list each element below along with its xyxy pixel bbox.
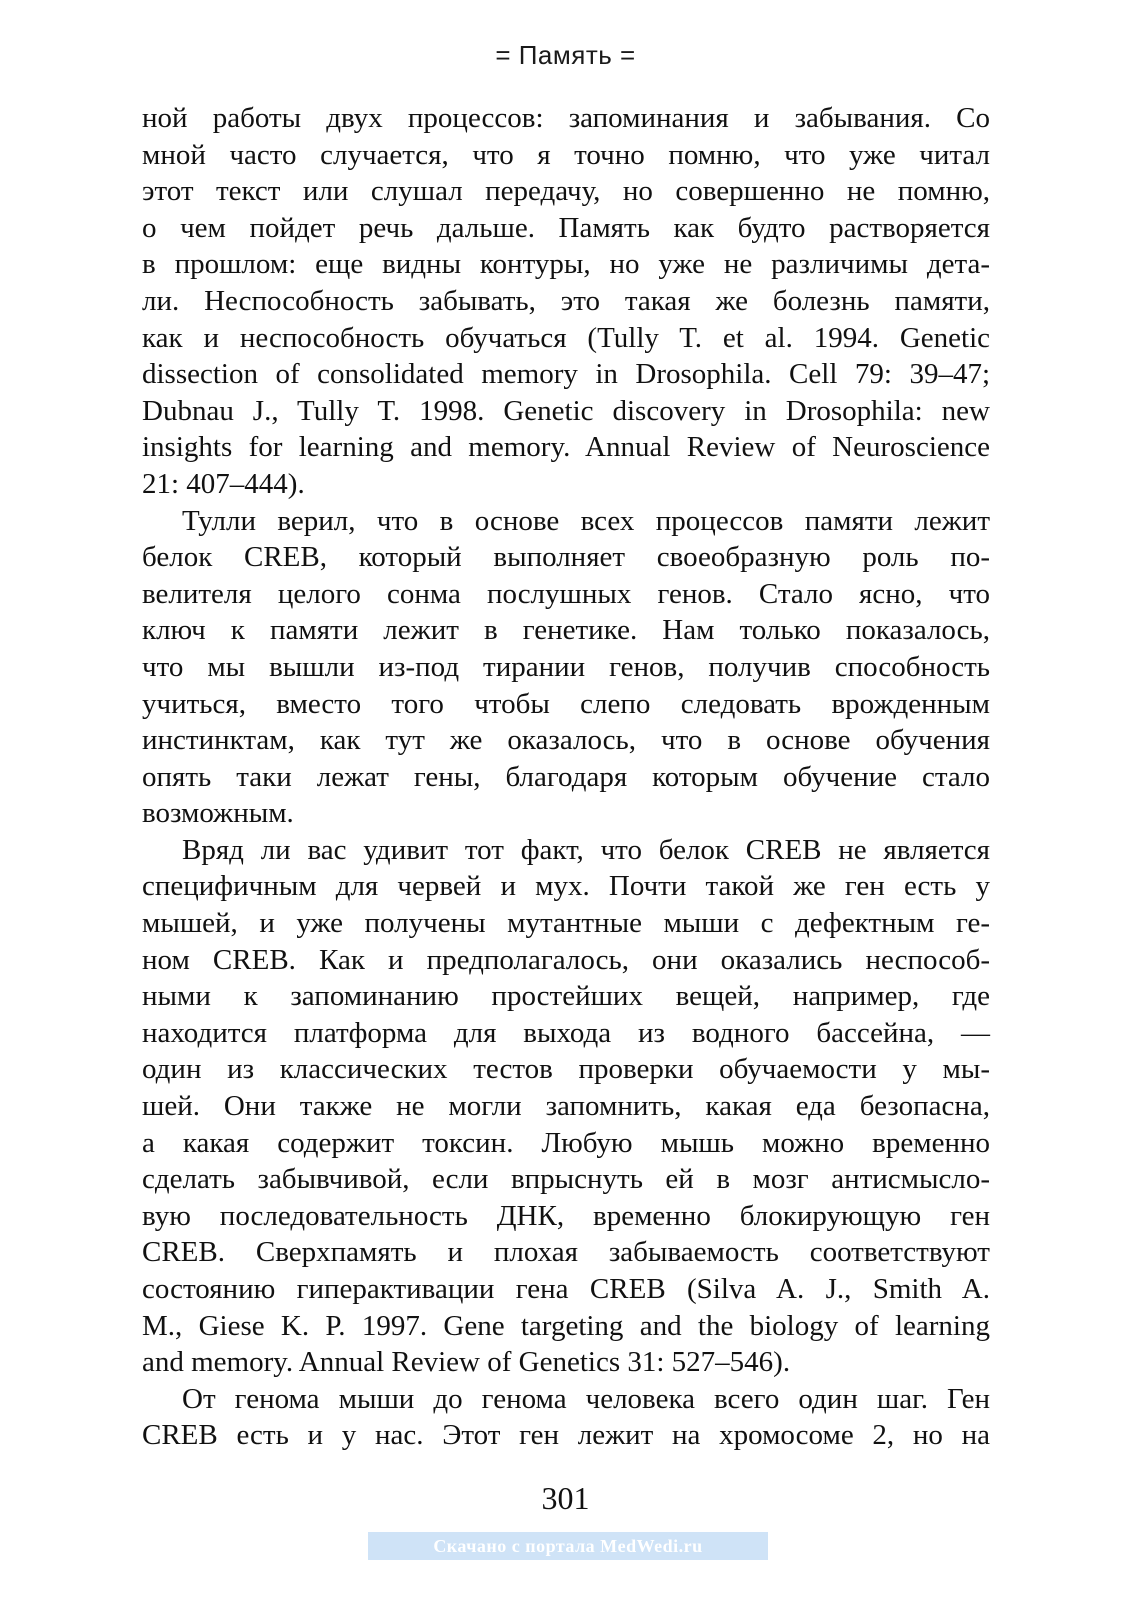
text-line: а какая содержит токсин. Любую мышь можно временно — [142, 1126, 990, 1159]
text-line: ными к запоминанию простейших вещей, например, где — [142, 980, 990, 1013]
text-line: мышей, и уже получены мутантные мыши с дефектным ге- — [142, 907, 990, 940]
text-line: сделать забывчивой, если впрыснуть ей в мозг антисмысло- — [142, 1163, 990, 1196]
text-line: о чем пойдет речь дальше. Память как будто растворяется — [142, 211, 990, 244]
paragraph-3 — [142, 832, 990, 1381]
text-line: специфичным для червей и мух. Почти такой же ген есть у — [142, 870, 990, 903]
text-line: 21: 407–444). — [142, 467, 305, 500]
text-line: находится платформа для выхода из водного бассейна, — — [142, 1016, 990, 1049]
paragraph-1 — [142, 100, 990, 503]
text-line: возможным. — [142, 797, 294, 830]
text-line: в прошлом: еще видны контуры, но уже не различимы дета- — [142, 248, 990, 281]
text-line: and memory. Annual Review of Genetics 31: 527–546). — [142, 1346, 791, 1379]
text-line: Тулли верил, что в основе всех процессов памяти лежит — [182, 504, 990, 537]
text-line: M., Giese K. P. 1997. Gene targeting and the biology of learning — [142, 1309, 990, 1342]
text-line: Вряд ли вас удивит тот факт, что белок CREB не является — [182, 833, 990, 866]
text-line: опять таки лежат гены, благодаря которым обучение стало — [142, 760, 990, 793]
text-line: шей. Они также не могли запомнить, какая еда безопасна, — [142, 1090, 990, 1123]
text-line: ной работы двух процессов: запоминания и забывания. Со — [142, 102, 990, 134]
running-header: = Память = — [495, 40, 636, 70]
text-line: как и неспособность обучаться (Tully T. et al. 1994. Genetic — [142, 321, 990, 354]
text-line: ном CREB. Как и предполагалось, они оказались неспособ- — [142, 943, 990, 976]
text-line: ли. Неспособность забывать, это такая же болезнь памяти, — [142, 284, 990, 317]
body-text — [142, 100, 990, 1454]
watermark-banner: Скачано с портала MedWedi.ru — [368, 1532, 768, 1560]
text-line: инстинктам, как тут же оказалось, что в основе обучения — [142, 724, 990, 757]
text-line: белок CREB, который выполняет своеобразную роль по- — [142, 541, 990, 574]
text-line: мной часто случается, что я точно помню, что уже читал — [142, 138, 990, 171]
text-line: учиться, вместо того чтобы слепо следовать врожденным — [142, 687, 990, 720]
text-line: этот текст или слушал передачу, но совершенно не помню, — [142, 175, 990, 208]
page-number: 301 — [541, 1480, 590, 1516]
text-line: От генома мыши до генома человека всего один шаг. Ген — [182, 1382, 990, 1415]
paragraph-4 — [142, 1381, 990, 1454]
text-line: CREB есть и у нас. Этот ген лежит на хромосоме 2, но на — [142, 1419, 990, 1452]
text-line: вую последовательность ДНК, временно блокирующую ген — [142, 1199, 990, 1232]
text-line: что мы вышли из-под тирании генов, получив способность — [142, 650, 990, 683]
paragraph-2 — [142, 503, 990, 832]
text-line: ключ к памяти лежит в генетике. Нам только показалось, — [142, 614, 990, 647]
text-line: Dubnau J., Tully T. 1998. Genetic discovery in Drosophila: new — [142, 394, 990, 427]
text-line: велителя целого сонма послушных генов. Стало ясно, что — [142, 577, 990, 610]
text-line: состоянию гиперактивации гена CREB (Silva A. J., Smith A. — [142, 1273, 990, 1305]
text-line: dissection of consolidated memory in Drosophila. Cell 79: 39–47; — [142, 358, 990, 391]
text-line: CREB. Сверхпамять и плохая забываемость соответствуют — [142, 1236, 990, 1269]
text-line: один из классических тестов проверки обучаемости у мы- — [142, 1053, 990, 1086]
text-line: insights for learning and memory. Annual Review of Neuroscience — [142, 431, 990, 464]
